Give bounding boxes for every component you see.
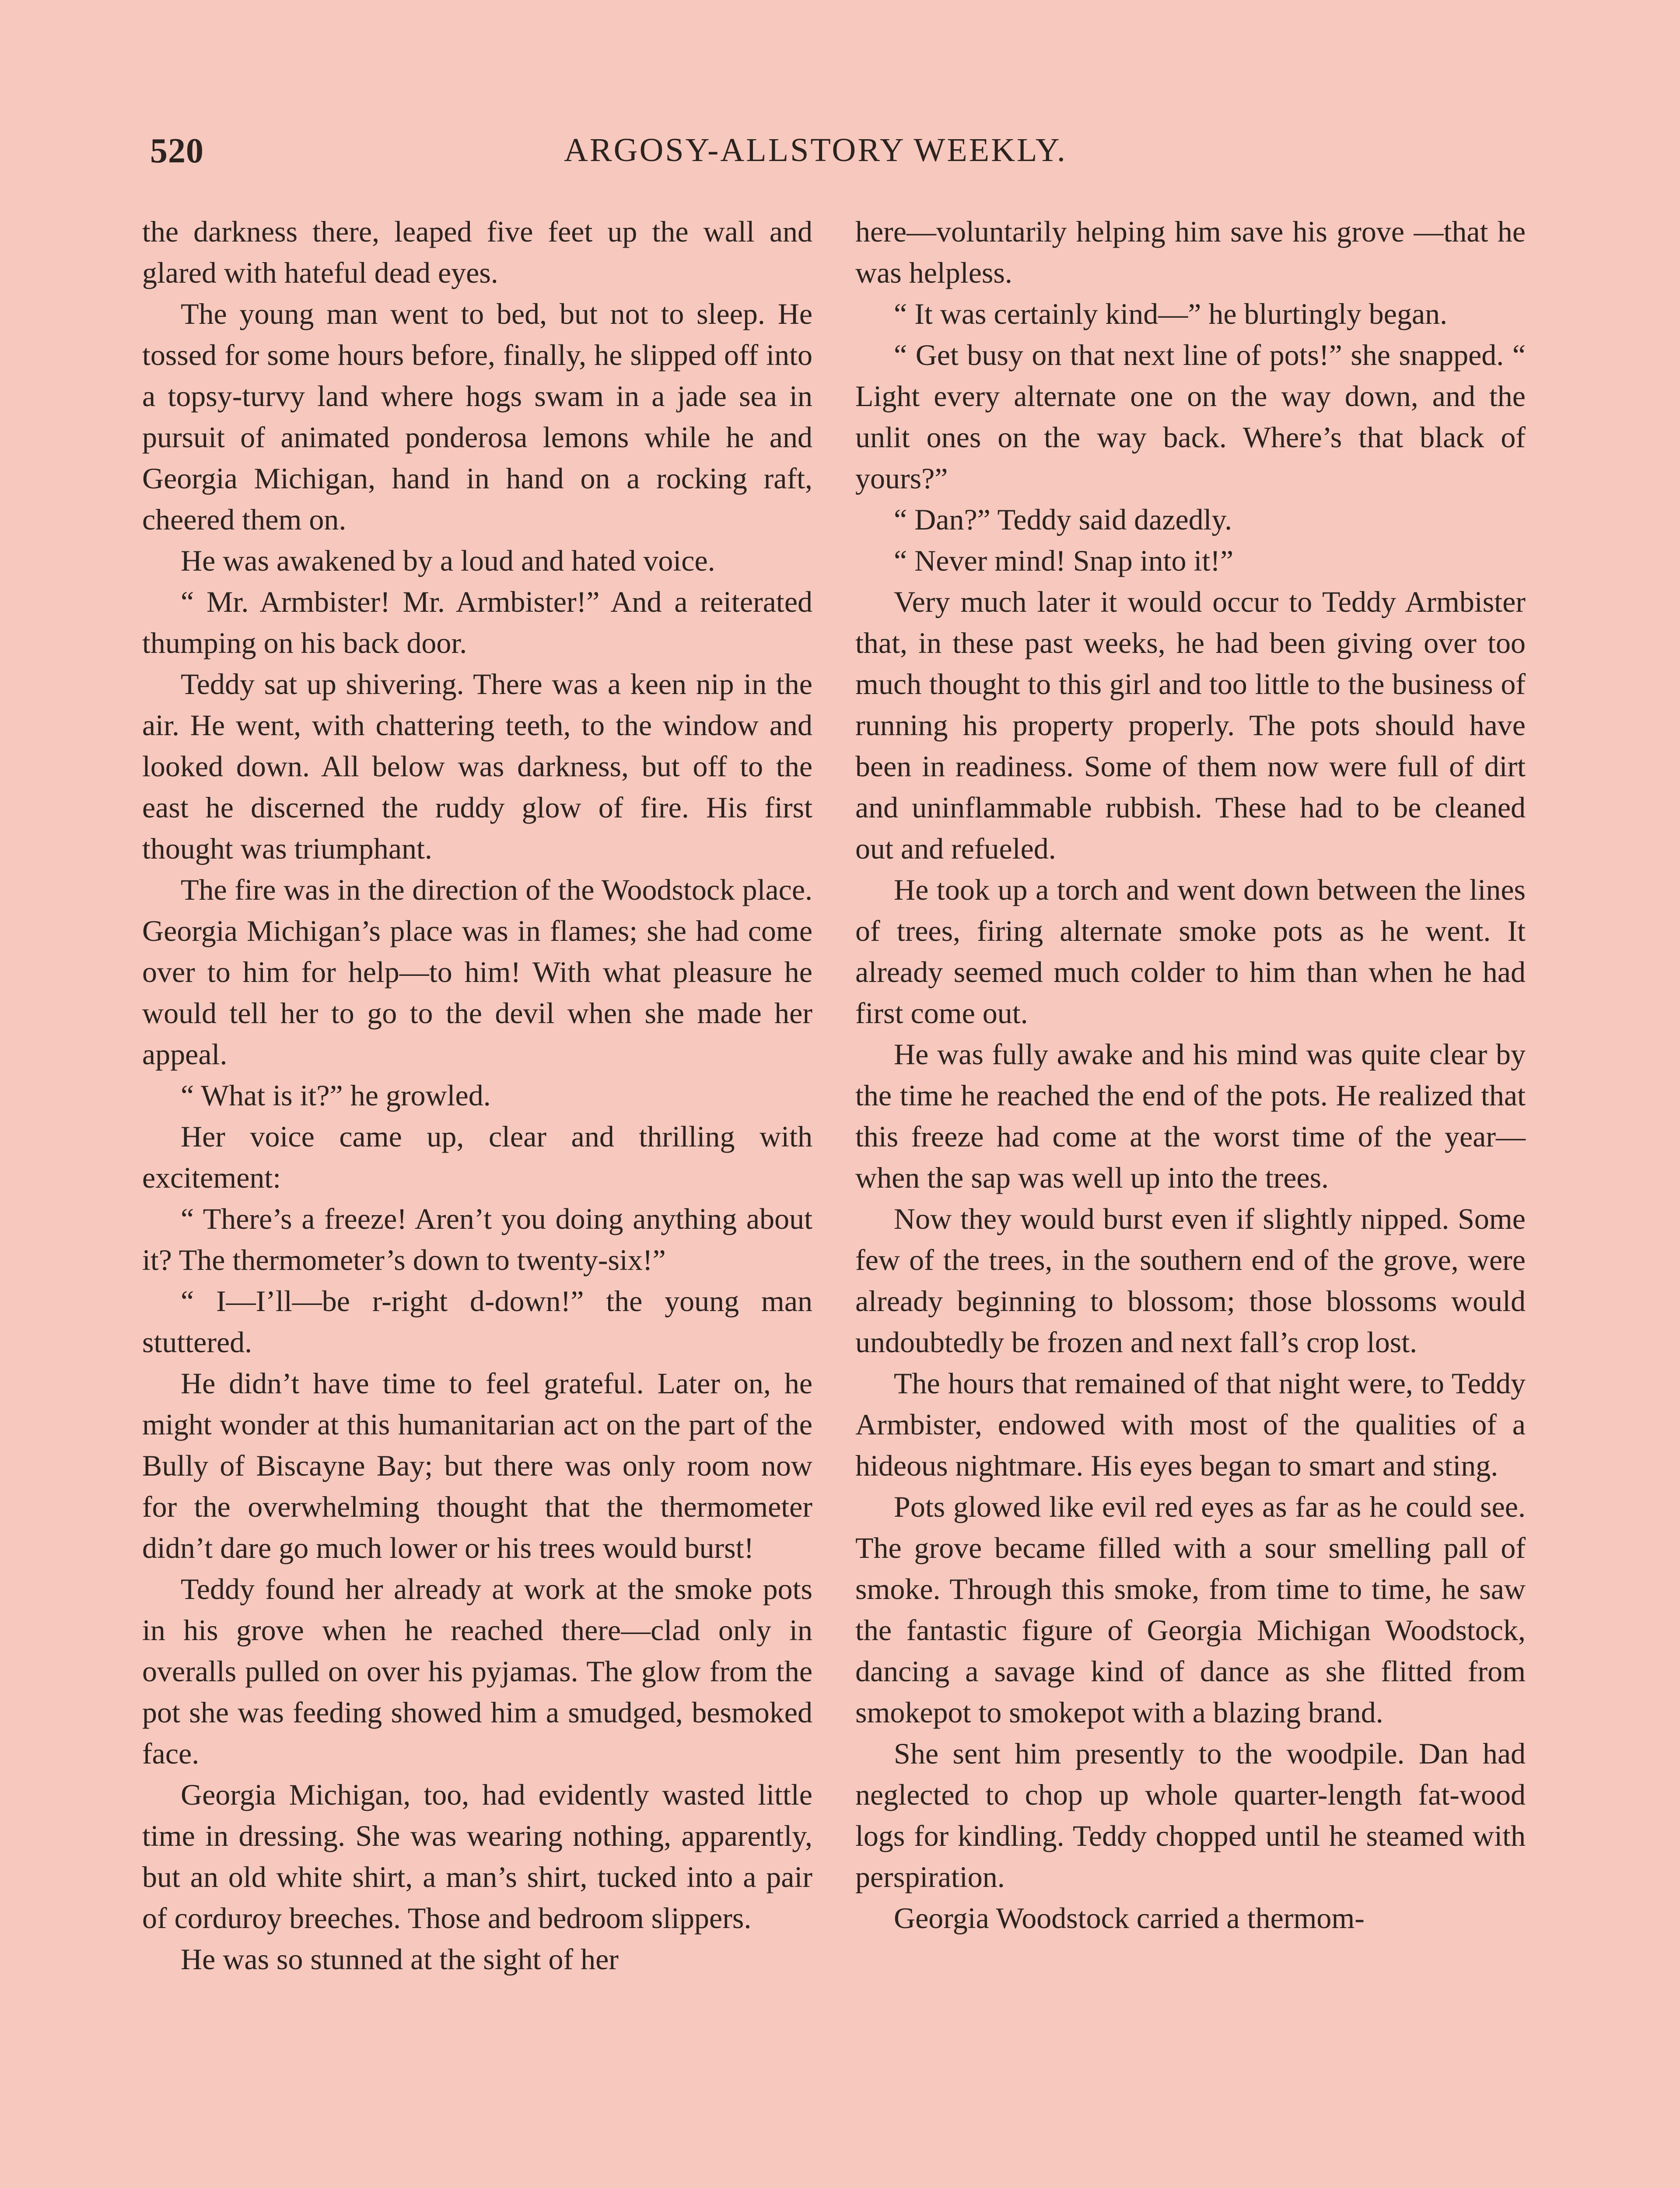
left-column [142, 211, 812, 1980]
paragraph: The fire was in the direction of the Woodstock place. Georgia Michigan’s place was in flames; she had come over to him for help—to him! With what pleasure he would tell her to go to the devil when she made her appeal. [142, 873, 812, 1071]
paragraph: Her voice came up, clear and thrilling with excitement: [142, 1120, 812, 1194]
paragraph: He didn’t have time to feel grateful. Later on, he might wonder at this humanitarian act on the part of the Bully of Biscayne Bay; but there was only room now for the overwhelming thought that the thermometer didn’t dare go much lower or his trees would burst! [142, 1367, 812, 1564]
paragraph: “ Get busy on that next line of pots!” she snapped. “ Light every alternate one on the way down, and the unlit ones on the way back. Where’s that black of yours?” [855, 338, 1526, 495]
paragraph: The hours that remained of that night were, to Teddy Armbister, endowed with most of the qualities of a hideous nightmare. His eyes began to smart and sting. [855, 1367, 1526, 1482]
paragraph: He was awakened by a loud and hated voice. [181, 544, 715, 577]
paragraph: “ Dan?” Teddy said dazedly. [894, 503, 1232, 536]
paragraph: “ Never mind! Snap into it!” [894, 544, 1234, 577]
paragraph: “ There’s a freeze! Aren’t you doing anything about it? The thermometer’s down to twenty-six!” [142, 1202, 812, 1276]
paragraph: Georgia Woodstock carried a thermom- [894, 1901, 1365, 1935]
page-number: 520 [150, 132, 204, 170]
paragraph: He took up a torch and went down between the lines of trees, firing alternate smoke pots as he went. It already seemed much colder to him than when he had first come out. [855, 873, 1526, 1030]
paragraph: Very much later it would occur to Teddy Armbister that, in these past weeks, he had been giving over too much thought to this girl and too little to the business of running his property properly. The pots should have been in readiness. Some of them now were full of dirt and uninflammable rubbish. These had to be cleaned out and refueled. [855, 585, 1526, 865]
paragraph: “ I—I’ll—be r-right d-down!” the young man stuttered. [142, 1284, 812, 1359]
paragraph: She sent him presently to the woodpile. Dan had neglected to chop up whole quarter-length fat-wood logs for kindling. Teddy chopped until he steamed with perspiration. [855, 1737, 1526, 1893]
paragraph: The young man went to bed, but not to sleep. He tossed for some hours before, finally, he slipped off into a topsy-turvy land where hogs swam in a jade sea in pursuit of animated ponderosa lemons while he and Georgia Michigan, hand in hand on a rocking raft, cheered them on. [142, 297, 812, 536]
paragraph: He was fully awake and his mind was quite clear by the time he reached the end of the pots. He realized that this freeze had come at the worst time of the year—when the sap was well up into the trees. [855, 1038, 1526, 1194]
paragraph: Pots glowed like evil red eyes as far as he could see. The grove became filled with a sour smelling pall of smoke. Through this smoke, from time to time, he saw the fantastic figure of Georgia Michigan Woodstock, dancing a savage kind of dance as she flitted from smokepot to smokepot with a blazing brand. [855, 1490, 1526, 1729]
paragraph: the darkness there, leaped five feet up the wall and glared with hateful dead eyes. [142, 215, 812, 289]
paragraph: “ Mr. Armbister! Mr. Armbister!” And a reiterated thumping on his back door. [142, 585, 812, 659]
paragraph: “ It was certainly kind—” he blurtingly began. [894, 297, 1448, 330]
paragraph: Georgia Michigan, too, had evidently wasted little time in dressing. She was wearing nothing, apparently, but an old white shirt, a man’s shirt, tucked into a pair of corduroy breeches. Those and bedroom slippers. [142, 1778, 812, 1935]
paragraph: Now they would burst even if slightly nipped. Some few of the trees, in the southern end of the grove, were already beginning to blossom; those blossoms would undoubtedly be frozen and next fall’s crop lost. [855, 1202, 1526, 1359]
page-header [150, 131, 1178, 179]
running-title: ARGOSY-ALLSTORY WEEKLY. [564, 132, 1067, 168]
paragraph: Teddy found her already at work at the smoke pots in his grove when he reached there—clad only in overalls pulled on over his pyjamas. The glow from the pot she was feeding showed him a smudged, besmoked face. [142, 1572, 812, 1770]
right-column [855, 211, 1526, 1939]
paragraph: Teddy sat up shivering. There was a keen nip in the air. He went, with chattering teeth, to the window and looked down. All below was darkness, but off to the east he discerned the ruddy glow of fire. His first thought was triumphant. [142, 667, 812, 865]
paragraph: He was so stunned at the sight of her [181, 1943, 619, 1976]
paragraph: “ What is it?” he growled. [181, 1079, 491, 1112]
paragraph: here—voluntarily helping him save his grove —that he was helpless. [855, 215, 1526, 289]
